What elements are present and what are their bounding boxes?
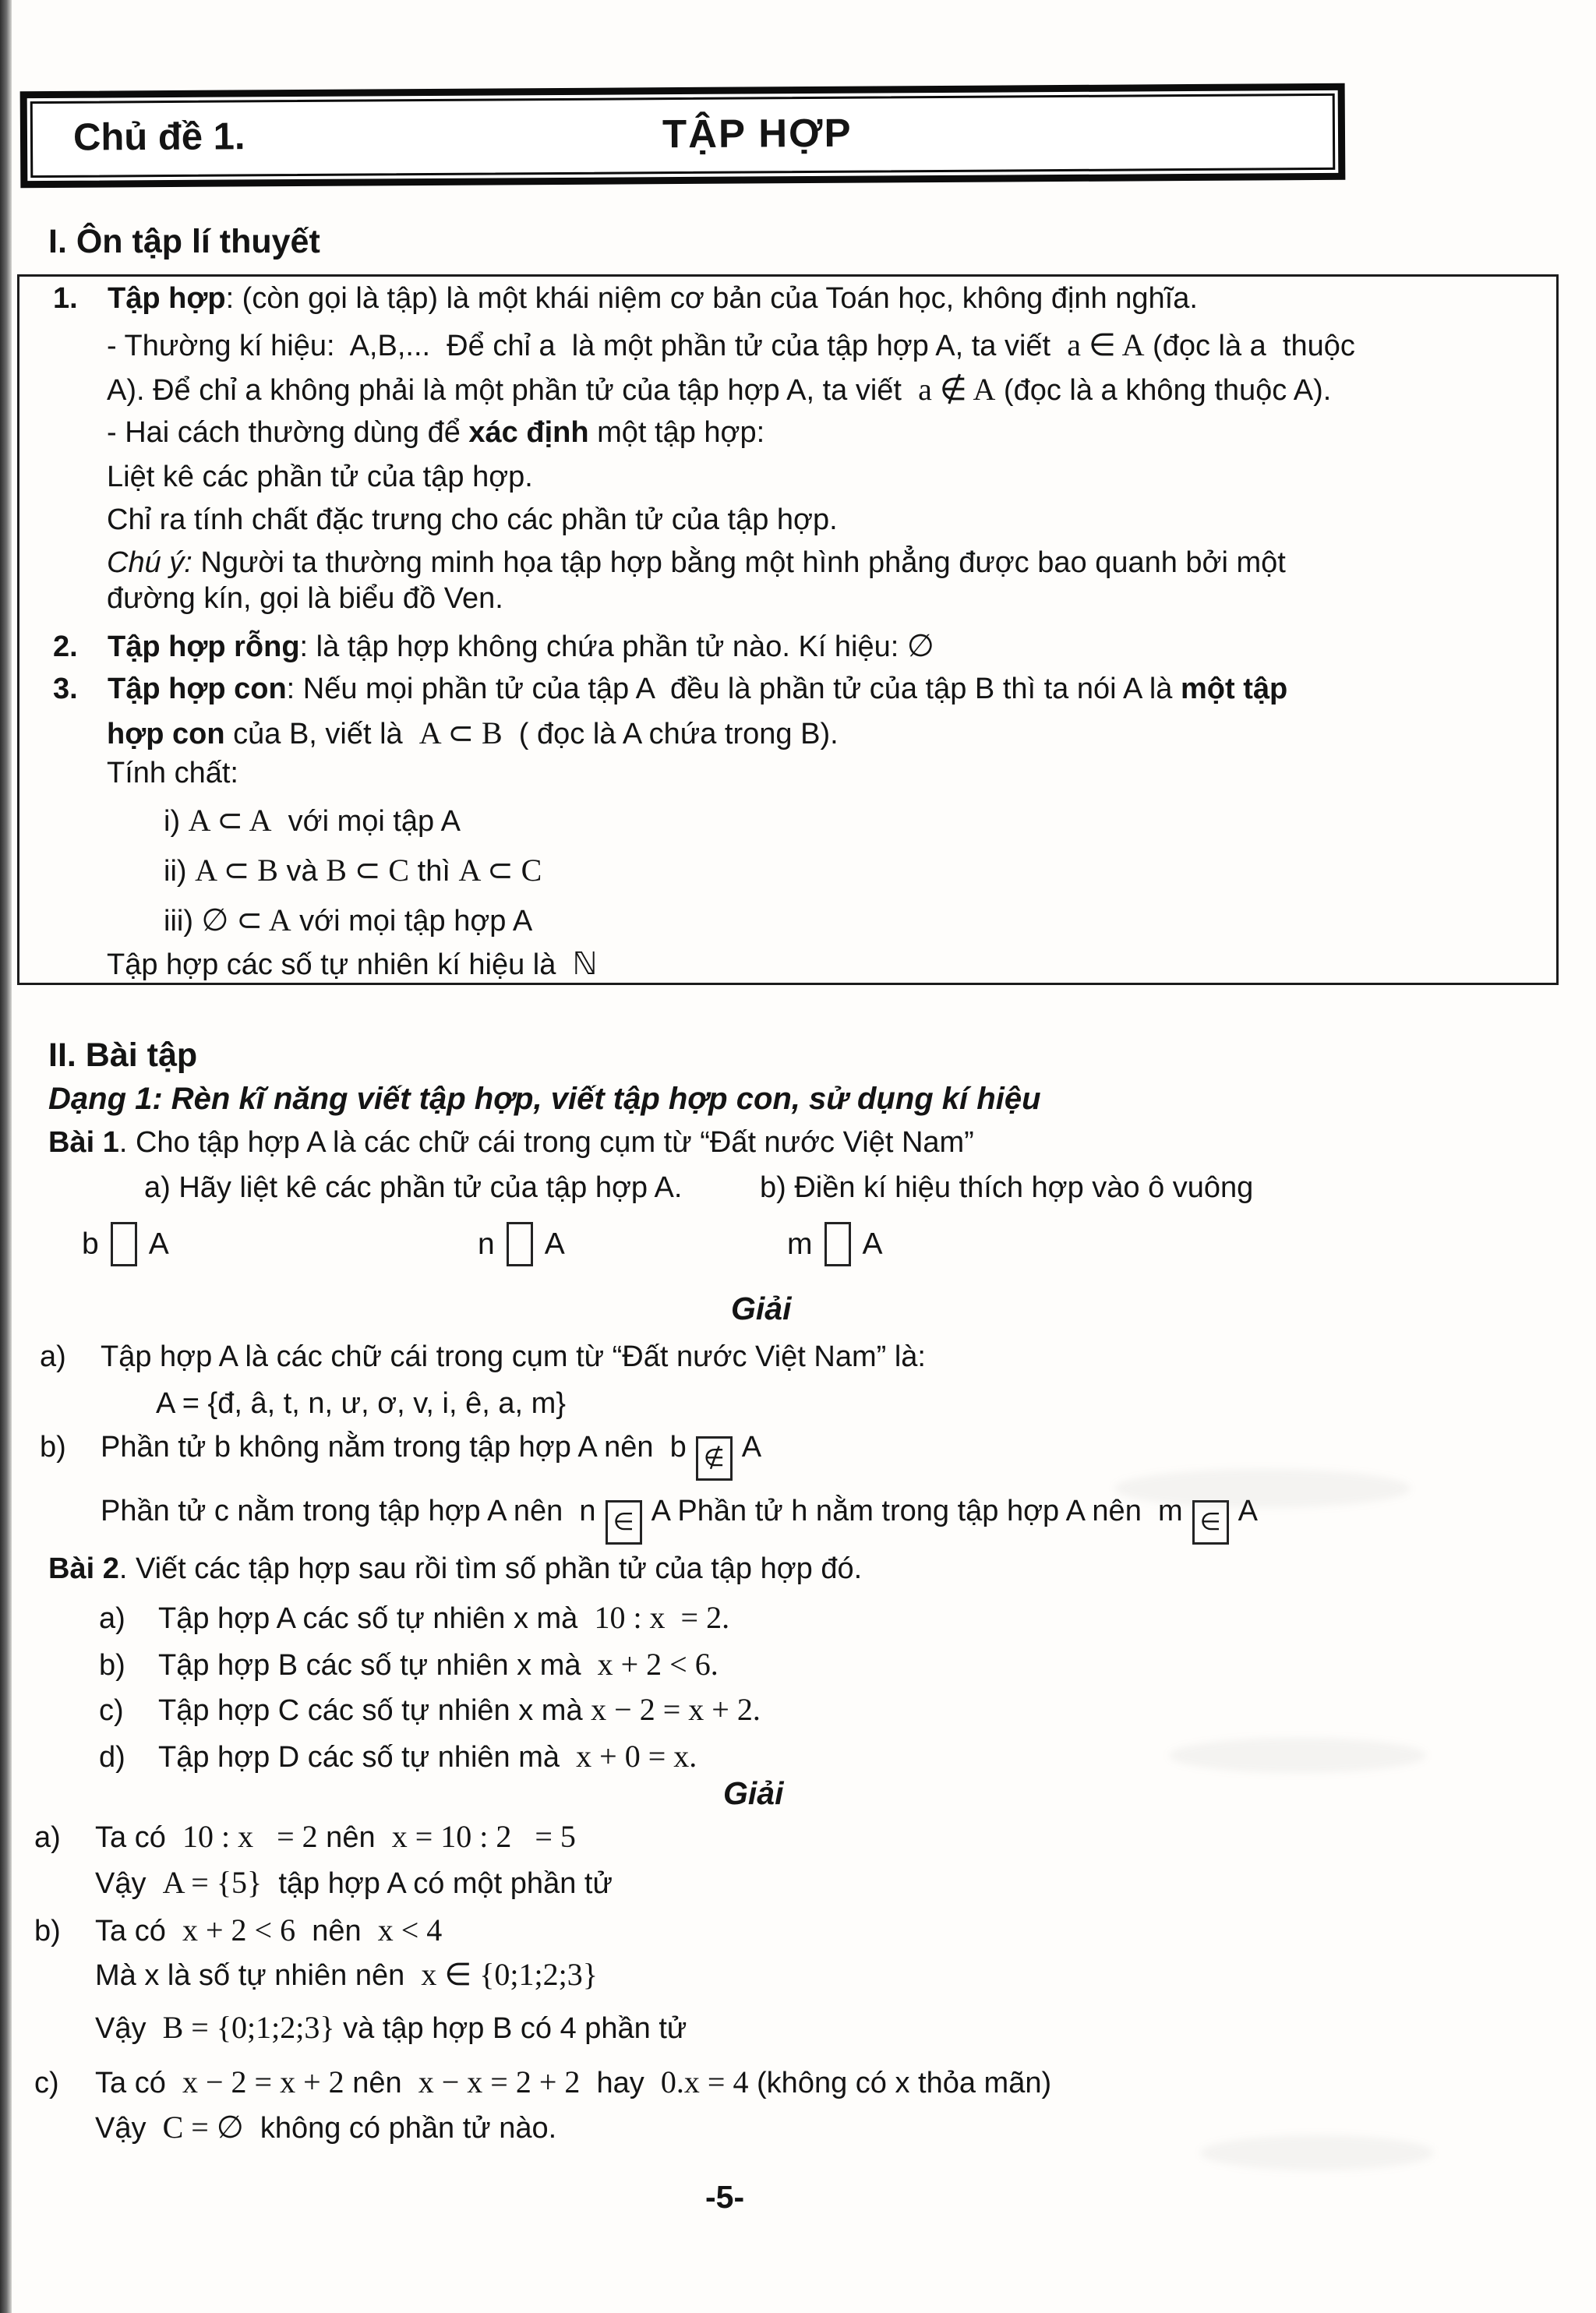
text-segment: C = ∅	[162, 2110, 244, 2145]
giai-heading-1: Giải	[731, 1291, 792, 1326]
empty-square-1	[111, 1222, 137, 1266]
text-segment: không có phần tử nào.	[243, 2112, 557, 2145]
text-segment: A). Để chỉ a không phải là một phần tử của tập hợp A, ta viết	[107, 374, 919, 407]
text-segment: ∈	[606, 1500, 642, 1545]
text-segment: A ⊂ B	[418, 715, 503, 750]
text-segment: ii)	[164, 855, 196, 888]
section2-heading: II. Bài tập	[48, 1036, 198, 1074]
fill-letter-n: n	[478, 1227, 495, 1261]
text-segment: A Phần tử h nằm trong tập hợp A nên m	[651, 1495, 1183, 1527]
text-segment: hay	[580, 2067, 661, 2099]
text-segment: Tập hợp các số tự nhiên kí hiệu là	[107, 948, 573, 981]
bai2-solution-c2	[95, 2109, 556, 2145]
text-segment: 3.	[53, 673, 78, 705]
text-segment: Phần tử b không nằm trong tập hợp A nên b	[101, 1431, 687, 1464]
bai1-question-b: b) Điền kí hiệu thích hợp vào ô vuông	[760, 1171, 1254, 1204]
text-segment: x + 2 < 6.	[597, 1647, 719, 1682]
text-segment: nên	[295, 1915, 378, 1948]
giai-heading-2: Giải	[723, 1775, 784, 1811]
text-segment: : là tập hợp không chứa phần tử nào. Kí hiệu:	[299, 630, 907, 663]
bai1-statement	[48, 1126, 974, 1160]
text-segment: b)	[34, 1915, 61, 1948]
text-segment: ( đọc là A chứa trong B).	[502, 718, 839, 750]
theory-line-12	[107, 757, 238, 790]
text-segment: c)	[34, 2067, 59, 2099]
text-segment: B ⊂ C	[326, 853, 410, 888]
text-segment: a)	[40, 1340, 66, 1373]
text-segment: của B, viết là	[224, 718, 419, 750]
text-segment: x + 0 = x.	[576, 1739, 697, 1774]
text-segment: 10 : x = 2.	[594, 1600, 730, 1635]
fill-letter-m: m	[787, 1227, 813, 1261]
bai2-item-d	[99, 1738, 697, 1774]
text-segment: Tập hợp C các số tự nhiên x mà	[158, 1694, 591, 1727]
empty-square-3	[824, 1222, 851, 1266]
text-segment: và tập hợp B có 4 phần tử	[334, 2012, 687, 2045]
text-segment: A ⊂ A	[188, 803, 272, 838]
text-segment: Liệt kê các phần tử của tập hợp.	[107, 461, 533, 493]
text-segment: ∉	[696, 1436, 733, 1481]
page-number: -5-	[705, 2179, 745, 2215]
text-segment: a)	[34, 1821, 61, 1854]
theory-property-i	[164, 802, 461, 839]
text-segment: Bài 2	[48, 1552, 119, 1585]
text-segment: 0.x = 4	[660, 2064, 749, 2099]
bai2-solution-b1	[34, 1912, 442, 1948]
text-segment: nên	[344, 2067, 418, 2099]
theory-line-11	[107, 715, 839, 751]
text-segment: một tập	[1180, 673, 1288, 705]
chapter-label: Chủ đề 1.	[72, 115, 245, 159]
theory-line-1	[53, 282, 1198, 316]
text-segment: b)	[99, 1649, 125, 1682]
bai2-solution-c1	[34, 2064, 1051, 2100]
text-segment: a)	[99, 1602, 125, 1635]
text-segment: một tập hợp:	[588, 416, 765, 449]
fill-letter-b: b	[82, 1227, 99, 1261]
text-segment: . Viết các tập hợp sau rồi tìm số phần tử của tập hợp đó.	[118, 1552, 863, 1585]
text-segment: A	[741, 1431, 762, 1464]
fill-item-m	[787, 1222, 883, 1266]
text-segment: (không có x thỏa mãn)	[748, 2067, 1052, 2099]
bai2-item-b	[99, 1646, 719, 1683]
text-segment: x − 2 = x + 2	[182, 2064, 344, 2099]
text-segment: Chỉ ra tính chất đặc trưng cho các phần tử của tập hợp.	[107, 503, 838, 536]
text-segment: ∅	[906, 628, 934, 663]
bai1-question-a: a) Hãy liệt kê các phần tử của tập hợp A.	[144, 1171, 683, 1204]
bai2-item-a	[99, 1599, 729, 1636]
text-segment: : (còn gọi là tập) là một khái niệm cơ bản của Toán học, không định nghĩa.	[225, 282, 1198, 315]
theory-line-8	[107, 582, 503, 616]
text-segment: B = {0;1;2;3}	[162, 2010, 335, 2045]
text-segment: Người ta thường minh họa tập hợp bằng một hình phẳng được bao quanh bởi một	[192, 546, 1286, 579]
text-segment: (đọc là a thuộc	[1144, 330, 1355, 362]
text-segment: Bài 1	[48, 1126, 119, 1159]
text-segment: (đọc là a không thuộc A).	[995, 374, 1332, 407]
text-segment: ∈	[1192, 1500, 1229, 1545]
bai1-solution-b2	[101, 1495, 1258, 1545]
bai2-solution-a2	[95, 1864, 613, 1901]
text-segment: Tập hợp B các số tự nhiên x mà	[158, 1649, 598, 1682]
theory-line-2	[107, 327, 1355, 363]
bai2-solution-b3	[95, 2009, 687, 2046]
text-segment: x < 4	[377, 1912, 443, 1948]
empty-square-2	[507, 1222, 533, 1266]
bai2-solution-b2	[95, 1956, 598, 1993]
text-segment: 2.	[53, 630, 78, 663]
text-segment: với mọi tập hợp A	[291, 905, 533, 938]
text-segment: : Nếu mọi phần tử của tập A đều là phần tử của tập B thì ta nói A là	[286, 673, 1181, 705]
scan-smudge-2	[1169, 1738, 1426, 1773]
fill-set-letter-3: A	[862, 1227, 883, 1261]
theory-line-10	[53, 673, 1287, 706]
text-segment: Ta có	[95, 2067, 182, 2099]
text-segment: Vậy	[95, 2012, 163, 2045]
fill-item-b	[82, 1222, 169, 1266]
text-segment: hợp con	[107, 718, 225, 750]
text-segment: thì	[409, 855, 459, 888]
chapter-title-inner-frame	[30, 94, 1336, 178]
text-segment: nên	[317, 1821, 392, 1854]
text-segment: Tập hợp con	[108, 673, 287, 705]
text-segment: A = {5}	[162, 1865, 263, 1900]
text-segment: A ⊂ B	[195, 853, 278, 888]
text-segment: và	[277, 855, 327, 888]
text-segment: Tập hợp	[108, 282, 226, 315]
theory-line-3	[107, 371, 1331, 408]
text-segment: ℕ	[572, 946, 598, 981]
text-segment: A	[1238, 1495, 1258, 1527]
text-segment: với mọi tập A	[271, 805, 461, 838]
text-segment: - Hai cách thường dùng để	[107, 416, 469, 449]
text-segment: tập hợp A có một phần tử	[262, 1867, 613, 1900]
dang1-heading: Dạng 1: Rèn kĩ năng viết tập hợp, viết tập hợp con, sử dụng kí hiệu	[48, 1082, 1041, 1116]
bai2-statement	[48, 1552, 862, 1586]
text-segment: Tập hợp rỗng	[108, 630, 300, 663]
text-segment: Vậy	[95, 2112, 163, 2145]
theory-line-4	[107, 416, 764, 450]
text-segment: x − 2 = x + 2.	[591, 1692, 761, 1727]
text-segment: xác định	[468, 416, 589, 449]
text-segment: - Thường kí hiệu: A,B,... Để chỉ a là một phần tử của tập hợp A, ta viết	[107, 330, 1068, 362]
theory-line-9	[53, 627, 934, 664]
theory-property-iii	[164, 902, 532, 938]
fill-item-n	[478, 1222, 565, 1266]
text-segment: c)	[99, 1694, 124, 1727]
text-segment: x + 2 < 6	[182, 1912, 296, 1948]
theory-line-7	[107, 546, 1286, 580]
text-segment: x ∈ {0;1;2;3}	[421, 1957, 598, 1992]
text-segment: Chú ý:	[107, 546, 192, 579]
bai1-solution-b1	[40, 1431, 761, 1481]
text-segment: Ta có	[95, 1821, 182, 1854]
section1-heading: I. Ôn tập lí thuyết	[48, 223, 320, 260]
text-segment: ∅ ⊂ A	[201, 902, 291, 938]
theory-box	[17, 274, 1559, 985]
text-segment: x = 10 : 2 = 5	[391, 1819, 576, 1854]
text-segment: Tập hợp A là các chữ cái trong cụm từ “Đất nước Việt Nam” là:	[101, 1340, 926, 1373]
text-segment: iii)	[164, 905, 202, 938]
chapter-title-box	[20, 83, 1346, 188]
text-segment: Tập hợp D các số tự nhiên mà	[158, 1741, 577, 1774]
text-segment: a ∉ A	[918, 372, 996, 407]
text-segment: Phần tử c nằm trong tập hợp A nên n	[101, 1495, 596, 1527]
text-segment: a ∈ A	[1067, 327, 1145, 362]
text-segment: b)	[40, 1431, 66, 1464]
text-segment: đường kín, gọi là biểu đồ Ven.	[107, 582, 503, 615]
text-segment: Vậy	[95, 1867, 163, 1900]
theory-line-5	[107, 461, 533, 494]
theory-property-ii	[164, 852, 542, 888]
bai2-solution-a1	[34, 1818, 576, 1855]
text-segment: A ⊂ C	[458, 853, 542, 888]
scan-edge-artifact	[0, 0, 12, 2313]
text-segment: x − x = 2 + 2	[418, 2064, 581, 2099]
scan-smudge-1	[1114, 1469, 1411, 1508]
text-segment: 1.	[53, 282, 78, 315]
bai2-item-c	[99, 1691, 761, 1728]
scan-smudge-3	[1200, 2135, 1434, 2170]
text-segment: d)	[99, 1741, 125, 1774]
text-segment: Mà x là số tự nhiên nên	[95, 1959, 422, 1992]
text-segment: Tính chất:	[107, 757, 238, 789]
text-segment: 10 : x = 2	[182, 1819, 318, 1854]
fill-set-letter-2: A	[544, 1227, 565, 1261]
text-segment: . Cho tập hợp A là các chữ cái trong cụm từ “Đất nước Việt Nam”	[118, 1126, 974, 1159]
bai1-solution-a-set	[156, 1387, 566, 1421]
bai1-solution-a	[40, 1340, 926, 1374]
text-segment: A = {đ, â, t, n, ư, ơ, v, i, ê, a, m}	[156, 1387, 566, 1420]
text-segment: Tập hợp A các số tự nhiên x mà	[158, 1602, 595, 1635]
text-segment: i)	[164, 805, 189, 838]
theory-line-6	[107, 503, 838, 537]
text-segment: Ta có	[95, 1915, 182, 1948]
theory-line-16	[107, 945, 598, 982]
chapter-title: TẬP HỢP	[662, 110, 853, 157]
fill-set-letter-1: A	[148, 1227, 169, 1261]
